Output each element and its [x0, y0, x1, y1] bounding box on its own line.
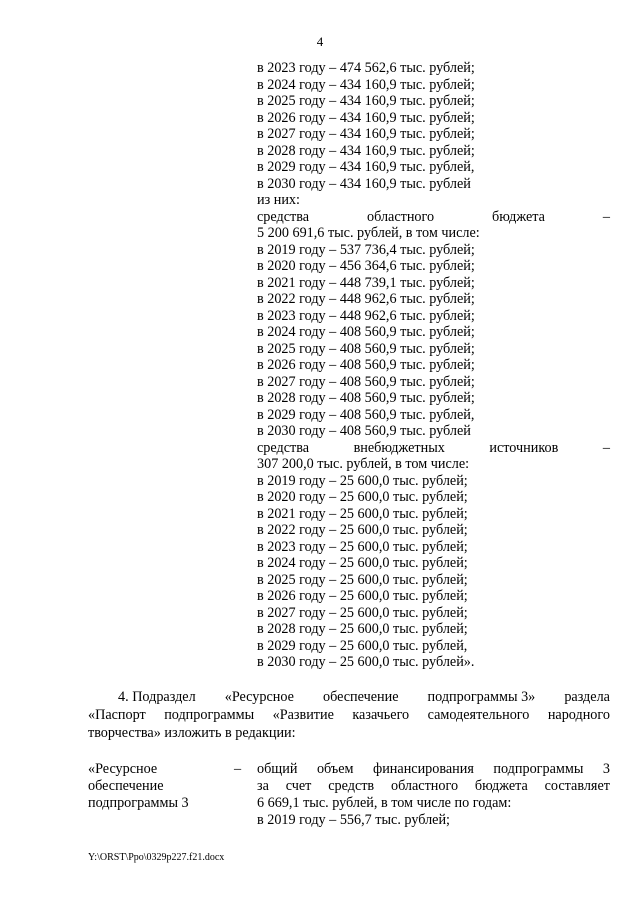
footer-file-path: Y:\ORST\Ppo\0329p227.f21.docx: [88, 852, 225, 863]
paragraph-word: раздела: [564, 689, 610, 705]
heading-word: областного: [366, 208, 435, 225]
regional-budget-heading: [257, 209, 610, 226]
paragraph-word: народного: [547, 707, 610, 723]
year-amount-line: в 2020 году – 456 364,6 тыс. рублей;: [257, 258, 475, 274]
value-line-4: в 2019 году – 556,7 тыс. рублей;: [257, 812, 450, 828]
paragraph-word: самодеятельного: [427, 707, 530, 723]
section-4-line-1: [88, 688, 610, 706]
heading-word: –: [602, 208, 610, 225]
year-amount-line: в 2029 году – 408 560,9 тыс. рублей,: [257, 406, 475, 423]
year-amount-line: в 2022 году – 448 962,6 тыс. рублей;: [257, 291, 475, 307]
heading-word: средства: [257, 439, 310, 456]
of-them-label: из них:: [257, 192, 300, 208]
extrabudget-by-year-list: [257, 473, 610, 671]
year-amount-line: в 2019 году – 537 736,4 тыс. рублей;: [257, 241, 475, 258]
value-line-2: [257, 778, 610, 795]
value-word: 3: [602, 761, 610, 777]
heading-word: средства: [257, 208, 310, 225]
year-amount-line: в 2027 году – 25 600,0 тыс. рублей;: [257, 604, 468, 621]
heading-word: –: [602, 439, 610, 456]
value-line-1: [257, 761, 610, 778]
value-word: счет: [285, 778, 312, 794]
budget-column: [257, 60, 610, 671]
year-amount-line: в 2027 году – 408 560,9 тыс. рублей;: [257, 373, 475, 390]
year-amount-line: в 2024 году – 434 160,9 тыс. рублей;: [257, 76, 475, 93]
year-amount-line: в 2023 году – 474 562,6 тыс. рублей;: [257, 60, 475, 76]
year-amount-line: в 2024 году – 408 560,9 тыс. рублей;: [257, 324, 475, 340]
page-number: 4: [316, 34, 324, 49]
year-amount-line: в 2021 году – 448 739,1 тыс. рублей;: [257, 274, 475, 291]
year-amount-line: в 2029 году – 434 160,9 тыс. рублей,: [257, 159, 475, 175]
value-word: финансирования: [373, 761, 474, 777]
year-amount-line: в 2029 году – 25 600,0 тыс. рублей,: [257, 637, 468, 654]
year-amount-line: в 2030 году – 434 160,9 тыс. рублей: [257, 175, 471, 192]
paragraph-word: «Развитие: [272, 707, 334, 723]
value-word: подпрограммы: [493, 761, 584, 777]
year-amount-line: в 2019 году – 25 600,0 тыс. рублей;: [257, 472, 468, 489]
year-amount-line: в 2023 году – 448 962,6 тыс. рублей;: [257, 307, 475, 324]
year-amount-line: в 2026 году – 408 560,9 тыс. рублей;: [257, 357, 475, 373]
resource-label-line: обеспечение: [88, 778, 164, 794]
regional-by-year-list: [257, 242, 610, 440]
paragraph-word: «Ресурсное: [224, 689, 294, 705]
year-amount-line: в 2028 году – 25 600,0 тыс. рублей;: [257, 621, 468, 637]
section-4-paragraph: [88, 688, 610, 742]
total-by-year-list: [257, 60, 610, 192]
resource-label-line: «Ресурсное: [88, 761, 158, 777]
dash-separator: –: [234, 761, 242, 777]
year-amount-line: в 2025 году – 25 600,0 тыс. рублей;: [257, 571, 468, 588]
year-amount-line: в 2025 году – 434 160,9 тыс. рублей;: [257, 93, 475, 109]
year-amount-line: в 2030 году – 25 600,0 тыс. рублей».: [257, 654, 475, 670]
year-amount-line: в 2028 году – 408 560,9 тыс. рублей;: [257, 390, 475, 406]
year-amount-line: в 2023 году – 25 600,0 тыс. рублей;: [257, 538, 468, 555]
value-word: средств: [328, 778, 375, 794]
year-amount-line: в 2026 году – 25 600,0 тыс. рублей;: [257, 588, 468, 604]
resource-label-line: подпрограммы 3: [88, 795, 189, 811]
resource-value-cell: [257, 761, 610, 829]
value-word: областного: [390, 778, 459, 794]
heading-word: внебюджетных: [353, 439, 445, 456]
paragraph-word: подпрограммы: [164, 707, 255, 723]
section-4-line-3: творчества» изложить в редакции:: [88, 725, 296, 741]
paragraph-word: казачьего: [352, 707, 410, 723]
value-word: составляет: [544, 778, 610, 794]
year-amount-line: в 2026 году – 434 160,9 тыс. рублей;: [257, 109, 475, 126]
value-word: за: [257, 778, 269, 794]
paragraph-word: 4. Подраздел: [118, 689, 196, 705]
section-4-line-2: [88, 706, 610, 724]
heading-word: бюджета: [492, 208, 545, 225]
paragraph-word: подпрограммы 3»: [427, 689, 536, 705]
year-amount-line: в 2021 году – 25 600,0 тыс. рублей;: [257, 505, 468, 522]
extrabudget-total: 307 200,0 тыс. рублей, в том числе:: [257, 456, 470, 472]
year-amount-line: в 2030 году – 408 560,9 тыс. рублей: [257, 423, 471, 439]
value-word: объем: [316, 761, 354, 777]
year-amount-line: в 2020 году – 25 600,0 тыс. рублей;: [257, 489, 468, 505]
extrabudget-heading: [257, 440, 610, 457]
year-amount-line: в 2025 году – 408 560,9 тыс. рублей;: [257, 340, 475, 357]
value-word: общий: [257, 761, 298, 777]
paragraph-word: «Паспорт: [88, 707, 146, 723]
regional-budget-total: 5 200 691,6 тыс. рублей, в том числе:: [257, 225, 480, 241]
value-word: бюджета: [474, 778, 528, 794]
value-line-3: 6 669,1 тыс. рублей, в том числе по годам:: [257, 795, 512, 811]
year-amount-line: в 2024 году – 25 600,0 тыс. рублей;: [257, 555, 468, 571]
resource-label-cell: [88, 761, 218, 812]
year-amount-line: в 2028 году – 434 160,9 тыс. рублей;: [257, 142, 475, 159]
year-amount-line: в 2027 году – 434 160,9 тыс. рублей;: [257, 126, 475, 142]
year-amount-line: в 2022 году – 25 600,0 тыс. рублей;: [257, 522, 468, 538]
heading-word: источников: [489, 439, 559, 456]
paragraph-word: обеспечение: [322, 689, 399, 705]
